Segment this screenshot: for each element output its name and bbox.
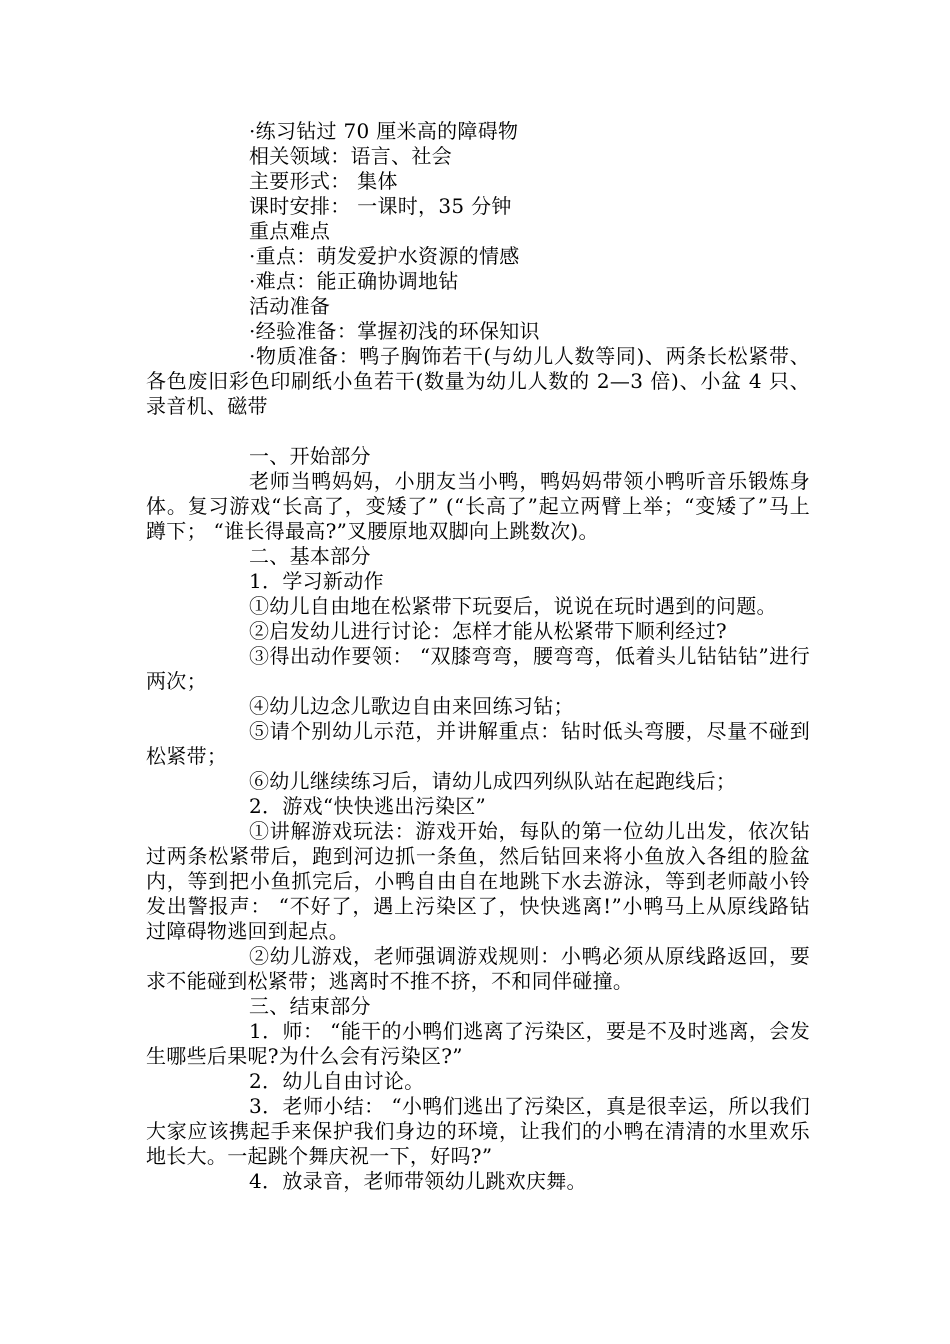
related-fields-line: 相关领域：语言、社会 [249, 144, 452, 168]
lesson-plan-text [146, 119, 810, 1194]
end-paragraph-1: 1．师： “能干的小鸭们逃离了污染区，要是不及时逃离，会发生哪些后果呢?为什么会有污染区?” [146, 1019, 810, 1068]
game-rules-paragraph: ①讲解游戏玩法：游戏开始，每队的第一位幼儿出发，依次钻过两条松紧带后，跑到河边抓一条鱼，然后钻回来将小鱼放入各组的脸盆内，等到把小鱼抓完后，小鸭自由自在地跳下水去游泳，等到老师敲小铃发出警报声： “不好了，遇上污染区了，快快逃离!”小鸭马上从原线路钻过障碍物逃回到起点。 [146, 819, 810, 943]
goal-line: ·练习钻过 70 厘米高的障碍物 [249, 119, 519, 143]
end-paragraph-3: 3．老师小结： “小鸭们逃出了污染区，真是很幸运，所以我们大家应该携起手来保护我们身边的环境，让我们的小鸭在清清的水里欢乐地长大。一起跳个舞庆祝一下，好吗?” [146, 1094, 810, 1168]
key-point-line: ·重点：萌发爱护水资源的情感 [249, 244, 520, 268]
section-heading-end: 三、结束部分 [249, 994, 371, 1018]
game-play-paragraph: ②幼儿游戏，老师强调游戏规则：小鸭必须从原线路返回，要求不能碰到松紧带；逃离时不推不挤，不和同伴碰撞。 [146, 944, 810, 993]
step-paragraph-2: ②启发幼儿进行讨论：怎样才能从松紧带下顺利经过? [249, 619, 727, 643]
schedule-line: 课时安排： 一课时，35 分钟 [249, 194, 512, 218]
preparation-heading: 活动准备 [249, 294, 331, 318]
section-heading-start: 一、开始部分 [249, 444, 371, 468]
subheading-game: 2．游戏“快快逃出污染区” [249, 794, 487, 818]
difficulty-line: ·难点：能正确协调地钻 [249, 269, 459, 293]
end-paragraph-4: 4．放录音，老师带领幼儿跳欢庆舞。 [249, 1169, 587, 1193]
experience-prep-line: ·经验准备：掌握初浅的环保知识 [249, 319, 540, 343]
key-points-heading: 重点难点 [249, 219, 331, 243]
blank-line [146, 419, 810, 444]
end-paragraph-2: 2．幼儿自由讨论。 [249, 1069, 425, 1093]
main-form-line: 主要形式： 集体 [249, 169, 398, 193]
step-paragraph-1: ①幼儿自由地在松紧带下玩耍后，说说在玩时遇到的问题。 [249, 594, 777, 618]
section-heading-basic: 二、基本部分 [249, 544, 371, 568]
step-paragraph-3: ③得出动作要领： “双膝弯弯，腰弯弯，低着头儿钻钻钻”进行两次； [146, 644, 810, 693]
start-paragraph: 老师当鸭妈妈，小朋友当小鸭，鸭妈妈带领小鸭听音乐锻炼身体。复习游戏“长高了，变矮了” (“长高了”起立两臂上举；“变矮了”马上蹲下； “谁长得最高?”叉腰原地双脚向上跳数次)。 [146, 469, 810, 543]
step-paragraph-4: ④幼儿边念儿歌边自由来回练习钻； [249, 694, 574, 718]
step-paragraph-5: ⑤请个别幼儿示范，并讲解重点：钻时低头弯腰，尽量不碰到松紧带； [146, 719, 810, 768]
material-prep-paragraph: ·物质准备：鸭子胸饰若干(与幼儿人数等同)、两条长松紧带、各色废旧彩色印刷纸小鱼若干(数量为幼儿人数的 2—3 倍)、小盆 4 只、录音机、磁带 [146, 344, 810, 418]
subheading-new-action: 1．学习新动作 [249, 569, 384, 593]
step-paragraph-6: ⑥幼儿继续练习后，请幼儿成四列纵队站在起跑线后； [249, 769, 737, 793]
